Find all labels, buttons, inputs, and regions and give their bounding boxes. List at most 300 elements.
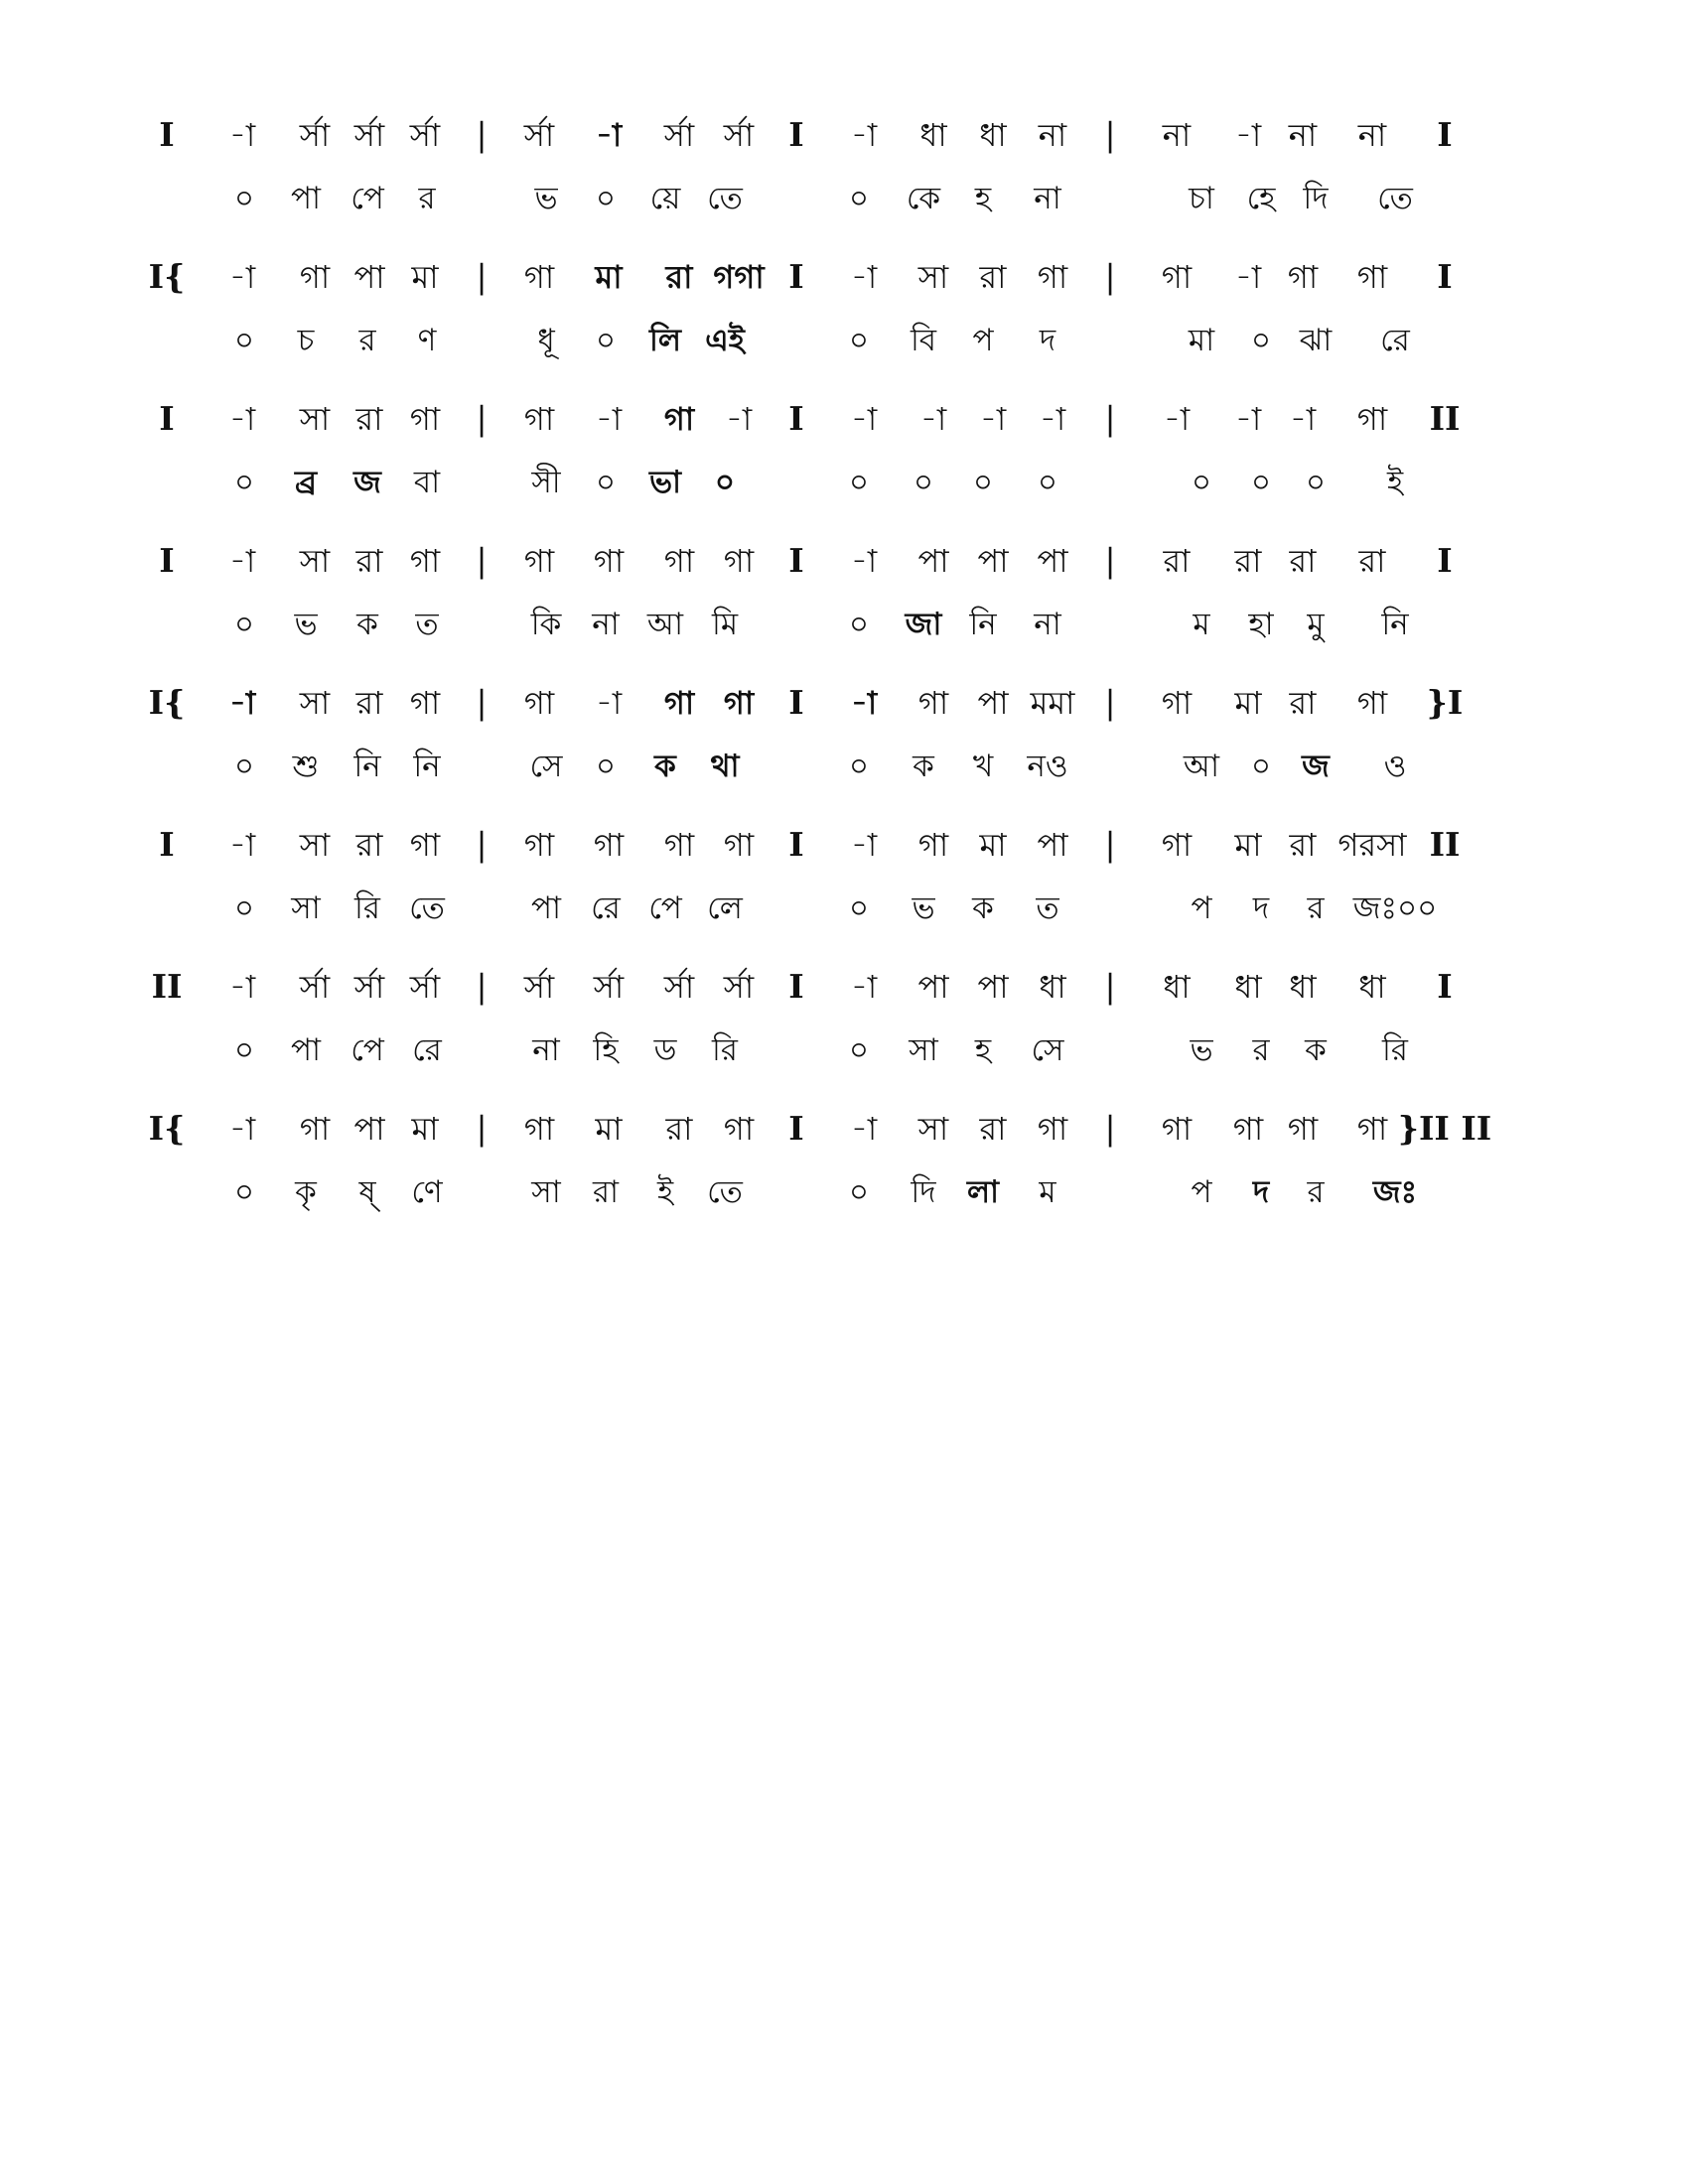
lyric-syllable: ০ <box>848 607 870 642</box>
swara-note: না <box>1288 116 1318 154</box>
lyric-syllable: সে <box>1031 1032 1064 1068</box>
lyric-syllable: ব্র <box>294 465 318 500</box>
lyric-syllable: তে <box>707 181 743 216</box>
lyric-syllable: ই <box>1386 465 1404 500</box>
lyric-row <box>129 173 1549 224</box>
lyric-syllable: জ <box>353 465 381 500</box>
swara-note: গরসা <box>1337 826 1407 864</box>
repeat-end: }I <box>1426 683 1464 722</box>
swara-note: সা <box>299 826 331 864</box>
swara-note: গা <box>409 826 441 864</box>
lyric-syllable: কৃ <box>295 1174 317 1210</box>
lyric-syllable: না <box>532 1032 560 1068</box>
lyric-syllable: ০ <box>595 749 617 784</box>
swara-note: সা <box>299 542 331 580</box>
swara-note: গা <box>409 684 441 722</box>
lyric-syllable: না <box>592 607 620 642</box>
swara-note: গা <box>723 684 755 722</box>
lyric-syllable: দি <box>911 1174 936 1210</box>
swara-note: র্সা <box>523 968 555 1006</box>
swara-note: পা <box>977 684 1009 722</box>
swara-note: -া <box>919 400 947 438</box>
swara-note: -া <box>725 400 753 438</box>
beat-divider: | <box>476 1109 488 1148</box>
swara-note: ধা <box>979 116 1007 154</box>
lyric-syllable: ধূ <box>537 323 555 358</box>
beat-divider: | <box>1104 115 1116 154</box>
lyric-syllable: হি <box>593 1032 619 1068</box>
swara-note: ধা <box>1039 968 1066 1006</box>
swara-note: -া <box>850 116 878 154</box>
notation-stave <box>129 535 1549 677</box>
lyric-syllable: রে <box>1380 323 1410 358</box>
lyric-syllable: প <box>1191 1174 1212 1210</box>
lyric-syllable: চ <box>297 323 315 358</box>
beat-divider: | <box>1104 683 1116 722</box>
lyric-syllable: পা <box>290 181 322 216</box>
lyric-syllable: ও <box>1383 749 1407 784</box>
lyric-syllable: ০ <box>848 181 870 216</box>
swara-note: -া <box>228 826 256 864</box>
lyric-syllable: সে <box>529 749 563 784</box>
lyric-syllable: ভা <box>648 465 682 500</box>
swara-note: -া <box>850 968 878 1006</box>
lyric-syllable: সা <box>291 890 321 926</box>
lyric-syllable: রা <box>592 1174 620 1210</box>
lyric-syllable: না <box>1034 181 1061 216</box>
swara-note: -া <box>850 1110 878 1148</box>
swara-note: মা <box>979 826 1007 864</box>
beat-divider: | <box>476 257 488 296</box>
swara-note: গা <box>1161 1110 1193 1148</box>
lyric-syllable: পে <box>351 181 384 216</box>
measure-start: I <box>159 399 175 438</box>
lyric-row <box>129 883 1549 934</box>
lyric-syllable: সী <box>531 465 561 500</box>
swara-note: না <box>1357 116 1387 154</box>
swara-note: গা <box>663 684 695 722</box>
swara-note: -া <box>979 400 1007 438</box>
swara-note: গা <box>1287 1110 1319 1148</box>
measure-end: I <box>1437 541 1453 580</box>
beat-divider: | <box>1104 257 1116 296</box>
swara-note: পা <box>1037 542 1068 580</box>
swara-note: রা <box>665 1110 693 1148</box>
swara-note: গা <box>593 826 625 864</box>
swara-note: পা <box>977 968 1009 1006</box>
swara-note: -া <box>595 684 623 722</box>
lyric-syllable: জা <box>905 607 942 642</box>
beat-divider: | <box>1104 825 1116 864</box>
lyric-syllable: পে <box>351 1032 384 1068</box>
lyric-syllable: ০ <box>233 607 255 642</box>
lyric-syllable: ক <box>1305 1032 1327 1068</box>
swara-note: র্সা <box>409 116 441 154</box>
swara-note: গা <box>523 826 555 864</box>
swara-note: গা <box>299 1110 331 1148</box>
swara-note: পা <box>917 968 949 1006</box>
swara-note: গা <box>1161 258 1193 296</box>
lyric-syllable: রি <box>712 1032 738 1068</box>
lyric-syllable: ষ্ <box>358 1174 376 1210</box>
measure-end: II <box>1429 399 1461 438</box>
lyric-syllable: লে <box>707 890 743 926</box>
swara-note: -া <box>595 116 623 154</box>
lyric-syllable: জঃ০০ <box>1352 890 1438 926</box>
lyric-syllable: ণ <box>417 323 437 358</box>
swara-note: মমা <box>1030 684 1075 722</box>
lyric-syllable: হ <box>974 181 992 216</box>
swara-note: -া <box>228 542 256 580</box>
swara-note: সা <box>299 684 331 722</box>
measure-start: I{ <box>148 683 186 722</box>
lyric-syllable: মু <box>1307 607 1325 642</box>
lyric-syllable: ক <box>972 890 994 926</box>
lyric-syllable: এই <box>705 323 745 358</box>
lyric-syllable: না <box>1034 607 1061 642</box>
swara-note: -া <box>228 968 256 1006</box>
lyric-syllable: ম <box>1193 607 1210 642</box>
swara-note: র্সা <box>353 968 385 1006</box>
swara-note: মা <box>1234 826 1262 864</box>
swara-note: -া <box>850 826 878 864</box>
lyric-syllable: ঝা <box>1299 323 1333 358</box>
swara-note: -া <box>850 400 878 438</box>
swara-note: র্সা <box>723 116 755 154</box>
swara-note: পা <box>917 542 949 580</box>
lyric-syllable: য়ে <box>649 181 681 216</box>
lyric-syllable: থা <box>710 749 740 784</box>
swara-note: গা <box>409 400 441 438</box>
notation-stave <box>129 109 1549 251</box>
swara-note: রা <box>665 258 693 296</box>
swara-note: গা <box>299 258 331 296</box>
notation-stave <box>129 251 1549 393</box>
swara-note: গা <box>523 1110 555 1148</box>
lyric-syllable: ত <box>415 607 439 642</box>
swara-note: গা <box>1161 684 1193 722</box>
lyric-syllable: কি <box>530 607 562 642</box>
swara-note: গা <box>593 542 625 580</box>
lyric-syllable: ক <box>913 749 934 784</box>
notation-stave <box>129 677 1549 819</box>
swara-row <box>129 677 1549 729</box>
swara-note: র্সা <box>299 968 331 1006</box>
lyric-syllable: ০ <box>714 465 736 500</box>
lyric-syllable: র <box>358 323 376 358</box>
lyric-syllable: ০ <box>233 465 255 500</box>
lyric-syllable: দ <box>1252 890 1270 926</box>
lyric-syllable: রে <box>591 890 621 926</box>
lyric-syllable: নি <box>353 749 381 784</box>
lyric-syllable: ০ <box>848 890 870 926</box>
lyric-row <box>129 457 1549 508</box>
swara-note: রা <box>355 542 383 580</box>
measure-end: I <box>1437 967 1453 1006</box>
lyric-syllable: ০ <box>1305 465 1327 500</box>
measure-start: I{ <box>148 257 186 296</box>
lyric-row <box>129 1166 1549 1218</box>
measure-divider: I <box>788 825 804 864</box>
swara-note: মা <box>411 258 439 296</box>
swara-note: গগা <box>713 258 765 296</box>
lyric-syllable: ০ <box>848 1032 870 1068</box>
lyric-syllable: ভ <box>912 890 935 926</box>
lyric-syllable: নি <box>969 607 997 642</box>
lyric-syllable: ০ <box>595 465 617 500</box>
lyric-syllable: ০ <box>233 1032 255 1068</box>
swara-note: পা <box>353 258 385 296</box>
lyric-syllable: পে <box>648 890 682 926</box>
swara-note: ধা <box>1163 968 1191 1006</box>
beat-divider: | <box>1104 399 1116 438</box>
swara-note: -া <box>1234 258 1262 296</box>
swara-note: র্সা <box>593 968 625 1006</box>
lyric-syllable: র <box>1307 890 1325 926</box>
swara-note: -া <box>1039 400 1066 438</box>
lyric-syllable: পা <box>290 1032 322 1068</box>
notation-sheet <box>129 109 1549 1245</box>
swara-note: না <box>1038 116 1067 154</box>
lyric-syllable: ০ <box>848 323 870 358</box>
lyric-syllable: ক <box>654 749 676 784</box>
lyric-syllable: ০ <box>595 323 617 358</box>
swara-note: পা <box>1037 826 1068 864</box>
swara-note: -া <box>228 116 256 154</box>
lyric-syllable: জঃ <box>1372 1174 1418 1210</box>
swara-note: গা <box>1287 258 1319 296</box>
measure-start: I <box>159 541 175 580</box>
swara-note: মা <box>1234 684 1262 722</box>
swara-note: গা <box>723 542 755 580</box>
lyric-syllable: মা <box>1188 323 1215 358</box>
lyric-syllable: ড <box>653 1032 677 1068</box>
notation-stave <box>129 819 1549 961</box>
lyric-syllable: ০ <box>848 1174 870 1210</box>
swara-note: পা <box>353 1110 385 1148</box>
lyric-syllable: ম <box>1039 1174 1056 1210</box>
measure-start: I <box>159 115 175 154</box>
swara-note: গা <box>723 826 755 864</box>
lyric-syllable: বা <box>413 465 441 500</box>
swara-note: ধা <box>919 116 947 154</box>
swara-note: রা <box>355 684 383 722</box>
swara-note: র্সা <box>523 116 555 154</box>
swara-note: সা <box>299 400 331 438</box>
swara-note: সা <box>917 258 949 296</box>
lyric-syllable: ক <box>356 607 378 642</box>
lyric-syllable: ০ <box>1250 323 1272 358</box>
lyric-syllable: হে <box>1246 181 1276 216</box>
lyric-syllable: ই <box>656 1174 674 1210</box>
swara-note: গা <box>1037 1110 1068 1148</box>
beat-divider: | <box>476 825 488 864</box>
notation-stave <box>129 961 1549 1103</box>
swara-note: ধা <box>1234 968 1262 1006</box>
lyric-syllable: দ <box>1039 323 1056 358</box>
lyric-syllable: ০ <box>913 465 934 500</box>
lyric-syllable: র <box>418 181 436 216</box>
swara-note: র্সা <box>409 968 441 1006</box>
swara-note: গা <box>1356 684 1388 722</box>
swara-row <box>129 961 1549 1013</box>
swara-note: র্সা <box>723 968 755 1006</box>
swara-note: গা <box>723 1110 755 1148</box>
swara-row <box>129 251 1549 303</box>
measure-start: I{ <box>148 1109 186 1148</box>
lyric-syllable: পা <box>530 890 562 926</box>
swara-note: ধা <box>1358 968 1386 1006</box>
measure-end: I <box>1437 257 1453 296</box>
swara-note: -া <box>850 258 878 296</box>
swara-note: গা <box>1356 1110 1388 1148</box>
lyric-syllable: ০ <box>1250 749 1272 784</box>
lyric-syllable: প <box>1191 890 1212 926</box>
swara-note: গা <box>523 400 555 438</box>
lyric-syllable: র <box>1252 1032 1270 1068</box>
swara-note: রা <box>1234 542 1262 580</box>
lyric-syllable: ভ <box>1190 1032 1213 1068</box>
lyric-syllable: খ <box>972 749 994 784</box>
lyric-syllable: সা <box>531 1174 561 1210</box>
measure-divider: I <box>788 967 804 1006</box>
lyric-syllable: নি <box>1381 607 1409 642</box>
lyric-row <box>129 599 1549 650</box>
measure-start: II <box>151 967 183 1006</box>
lyric-syllable: নও <box>1027 749 1068 784</box>
measure-start: I <box>159 825 175 864</box>
lyric-syllable: ০ <box>233 323 255 358</box>
swara-note: গা <box>663 542 695 580</box>
lyric-syllable: নি <box>413 749 441 784</box>
swara-note: গা <box>523 684 555 722</box>
swara-row <box>129 819 1549 871</box>
swara-note: -া <box>1234 400 1262 438</box>
lyric-syllable: চা <box>1189 181 1214 216</box>
measure-divider: I <box>788 399 804 438</box>
swara-note: রা <box>1289 826 1317 864</box>
swara-note: -া <box>228 684 256 722</box>
lyric-syllable: ০ <box>848 749 870 784</box>
swara-note: সা <box>917 1110 949 1148</box>
measure-divider: I <box>788 1109 804 1148</box>
beat-divider: | <box>1104 967 1116 1006</box>
swara-note: -া <box>1234 116 1262 154</box>
lyric-syllable: ০ <box>1037 465 1058 500</box>
swara-note: রা <box>355 400 383 438</box>
swara-note: -া <box>1289 400 1317 438</box>
lyric-syllable: ০ <box>848 465 870 500</box>
swara-note: র্সা <box>663 968 695 1006</box>
swara-note: গা <box>663 826 695 864</box>
swara-note: র্সা <box>353 116 385 154</box>
lyric-syllable: ০ <box>233 181 255 216</box>
lyric-syllable: ০ <box>233 890 255 926</box>
swara-note: -া <box>1163 400 1191 438</box>
swara-note: রা <box>355 826 383 864</box>
swara-note: মা <box>411 1110 439 1148</box>
swara-row <box>129 393 1549 445</box>
lyric-syllable: র <box>1307 1174 1325 1210</box>
lyric-syllable: হ <box>974 1032 992 1068</box>
swara-note: গা <box>1356 400 1388 438</box>
beat-divider: | <box>1104 1109 1116 1148</box>
swara-note: না <box>1162 116 1192 154</box>
swara-note: গা <box>1232 1110 1264 1148</box>
lyric-syllable: লা <box>966 1174 1000 1210</box>
lyric-syllable: ০ <box>972 465 994 500</box>
swara-note: মা <box>595 1110 623 1148</box>
lyric-syllable: জ <box>1302 749 1330 784</box>
lyric-syllable: মি <box>711 607 739 642</box>
measure-divider: I <box>788 683 804 722</box>
lyric-syllable: তে <box>1377 181 1413 216</box>
swara-note: -া <box>595 400 623 438</box>
swara-note: র্সা <box>299 116 331 154</box>
lyric-syllable: ০ <box>233 749 255 784</box>
lyric-syllable: আ <box>1183 749 1220 784</box>
lyric-syllable: রি <box>354 890 380 926</box>
lyric-syllable: হা <box>1248 607 1274 642</box>
beat-divider: | <box>476 967 488 1006</box>
lyric-syllable: ০ <box>233 1174 255 1210</box>
swara-note: গা <box>917 684 949 722</box>
swara-note: রা <box>1163 542 1191 580</box>
lyric-syllable: ত <box>1036 890 1059 926</box>
measure-end: II <box>1429 825 1461 864</box>
lyric-row <box>129 741 1549 792</box>
beat-divider: | <box>476 399 488 438</box>
swara-row <box>129 535 1549 587</box>
swara-note: গা <box>1161 826 1193 864</box>
swara-note: গা <box>409 542 441 580</box>
swara-note: -া <box>850 542 878 580</box>
swara-note: -া <box>228 258 256 296</box>
swara-note: মা <box>595 258 623 296</box>
lyric-syllable: আ <box>646 607 684 642</box>
notation-stave <box>129 393 1549 535</box>
lyric-syllable: ভ <box>534 181 558 216</box>
swara-note: রা <box>979 258 1007 296</box>
swara-note: ধা <box>1289 968 1317 1006</box>
measure-end: I <box>1437 115 1453 154</box>
lyric-syllable: তে <box>707 1174 743 1210</box>
lyric-syllable: কে <box>906 181 941 216</box>
lyric-syllable: বি <box>910 323 937 358</box>
lyric-syllable: প <box>972 323 994 358</box>
beat-divider: | <box>476 683 488 722</box>
lyric-syllable: ভ <box>294 607 318 642</box>
swara-note: গা <box>1037 258 1068 296</box>
swara-note: -া <box>850 684 878 722</box>
measure-divider: I <box>788 257 804 296</box>
lyric-syllable: রে <box>412 1032 442 1068</box>
beat-divider: | <box>476 541 488 580</box>
swara-note: গা <box>663 400 695 438</box>
final-end: }II II <box>1397 1109 1492 1148</box>
lyric-row <box>129 315 1549 366</box>
swara-note: গা <box>917 826 949 864</box>
swara-row <box>129 1103 1549 1155</box>
lyric-syllable: লি <box>649 323 681 358</box>
lyric-row <box>129 1024 1549 1076</box>
swara-row <box>129 109 1549 161</box>
lyric-syllable: ০ <box>1250 465 1272 500</box>
lyric-syllable: ০ <box>1191 465 1212 500</box>
lyric-syllable: দি <box>1303 181 1329 216</box>
swara-note: -া <box>228 400 256 438</box>
swara-note: পা <box>977 542 1009 580</box>
